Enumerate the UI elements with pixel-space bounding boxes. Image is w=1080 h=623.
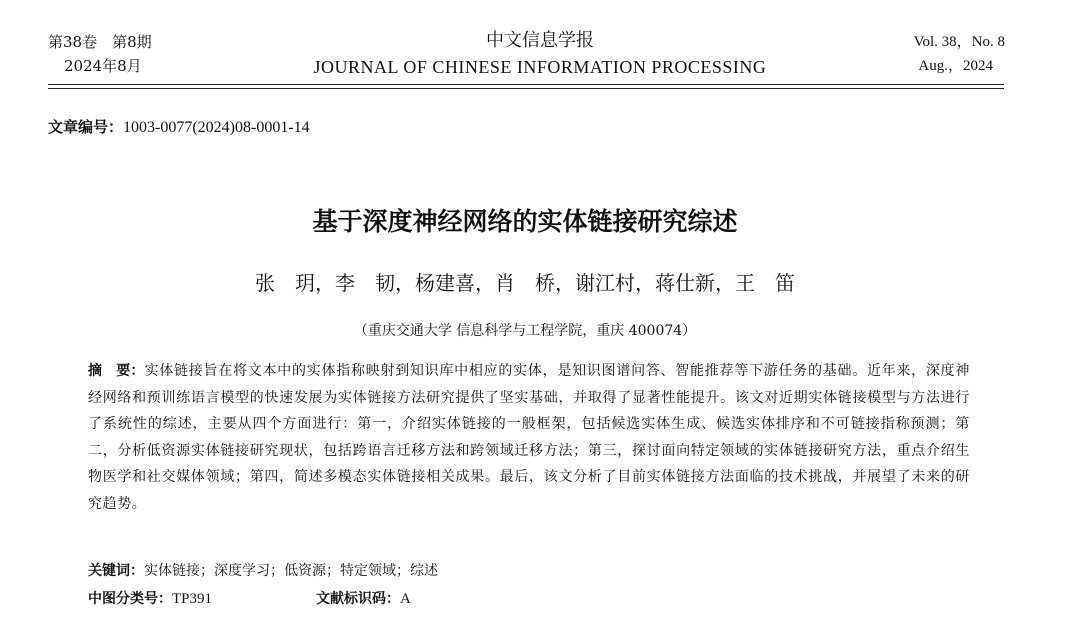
document-code-value: A — [400, 591, 411, 607]
header-rule-thick — [48, 84, 1004, 85]
publication-date-en: Aug.，2024 — [918, 58, 993, 74]
volume-issue-en: Vol. 38，No. 8 — [913, 34, 1005, 50]
journal-name-en: JOURNAL OF CHINESE INFORMATION PROCESSING — [313, 57, 767, 77]
publication-date: 2024年8月 — [64, 57, 142, 75]
affiliation: （重庆交通大学 信息科学与工程学院，重庆 400074） — [353, 323, 697, 339]
article-id — [48, 116, 310, 139]
volume-issue: 第38卷 第8期 — [48, 33, 152, 51]
article-id-value: 1003-0077(2024)08-0001-14 — [123, 119, 310, 136]
header-rule-thin — [48, 88, 1004, 89]
author-list: 张 玥，李 韧，杨建喜，肖 桥，谢江村，蒋仕新，王 笛 — [255, 271, 795, 295]
abstract — [88, 358, 970, 517]
keywords-label: 关键词： — [88, 563, 144, 579]
document-code — [316, 588, 411, 610]
journal-name — [240, 28, 840, 80]
paper-title: 基于深度神经网络的实体链接研究综述 — [312, 207, 738, 236]
classification — [88, 588, 988, 610]
document-code-label: 文献标识码： — [316, 591, 400, 607]
abstract-label: 摘 要： — [88, 363, 145, 379]
clc-label: 中图分类号： — [88, 591, 172, 607]
keywords-value: 实体链接；深度学习；低资源；特定领域；综述 — [144, 563, 438, 579]
journal-issue-info-en — [914, 30, 1005, 78]
article-id-label: 文章编号： — [48, 118, 124, 136]
abstract-text: 实体链接旨在将文本中的实体指称映射到知识库中相应的实体，是知识图谱问答、智能推荐等下游任务的基础。近年来，深度神经网络和预训练语言模型的快速发展为实体链接方法研究提供了坚实基础，并取得了显著性能提升。该文对近期实体链接模型与方法进行了系统性的综述，主要从四个方面进行：第一，介绍实体链接的一般框架，包括候选实体生成、候选实体排序和不可链接指称预测；第二，分析低资源实体链接研究现状，包括跨语言迁移方法和跨领域迁移方法；第三，探讨面向特定领域的实体链接研究方法，重点介绍生物医学和社交媒体领域；第四，简述多模态实体链接相关成果。最后，该文分析了目前实体链接方法面临的技术挑战，并展望了未来的研究趋势。 — [88, 363, 970, 512]
clc-value: TP391 — [172, 591, 213, 607]
journal-name-cn: 中文信息学报 — [486, 30, 594, 51]
journal-issue-info — [48, 30, 208, 78]
keywords — [88, 560, 438, 582]
